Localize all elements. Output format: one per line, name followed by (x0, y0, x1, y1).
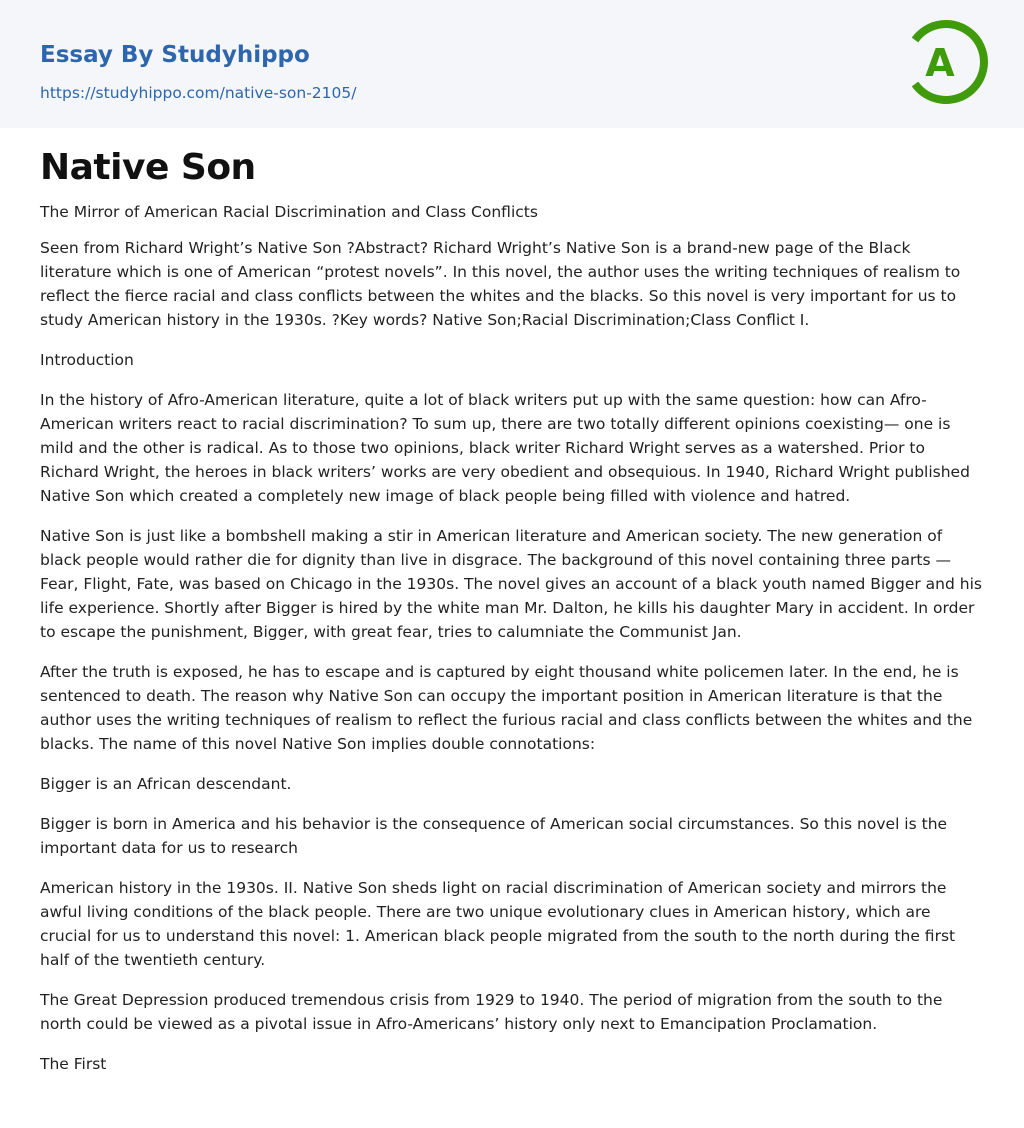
brand-title: Essay By Studyhippo (40, 42, 310, 68)
essay-paragraph: Seen from Richard Wright’s Native Son ?Abstract? Richard Wright’s Native Son is a brand-new page of the Black literature which is one of American “protest novels”. In this novel, the author uses the writing techniques of realism to reflect the fierce racial and class conflicts between the whites and the blacks. So this novel is very important for us to study American history in the 1930s. ?Key words? Native Son;Racial Discrimination;Class Conflict I. (40, 239, 961, 329)
essay-paragraph: Introduction (40, 351, 134, 369)
essay-title: Native Son (40, 147, 256, 188)
essay-paragraph: American history in the 1930s. II. Native Son sheds light on racial discrimination of American society and mirrors the awful living conditions of the black people. There are two unique evolutionary clues in American history, which are crucial for us to understand this novel: 1. American black people migrated from the south to the north during the first half of the twentieth century. (40, 879, 956, 969)
essay-paragraph: Native Son is just like a bombshell making a stir in American literature and American society. The new generation of black people would rather die for dignity than live in disgrace. The background of this novel containing three parts —Fear, Flight, Fate, was based on Chicago in the 1930s. The novel gives an account of a black youth named Bigger and his life experience. Shortly after Bigger is hired by the white man Mr. Dalton, he kills his daughter Mary in accident. In order to escape the punishment, Bigger, with great fear, tries to calumniate the Communist Jan. (40, 527, 982, 641)
essay-paragraph: The First (40, 1055, 107, 1073)
essay-paragraph: Bigger is an African descendant. (40, 775, 292, 793)
essay-paragraph: Bigger is born in America and his behavior is the consequence of American social circumstances. So this novel is the important data for us to research (40, 815, 948, 857)
studyhippo-logo-icon (900, 18, 988, 106)
svg-text:A: A (925, 41, 955, 85)
site-header (0, 0, 1024, 128)
essay-content (0, 146, 1024, 1076)
essay-url-link[interactable]: https://studyhippo.com/native-son-2105/ (40, 84, 357, 102)
essay-paragraph: In the history of Afro-American literature, quite a lot of black writers put up with the same question: how can Afro-American writers react to racial discrimination? To sum up, there are two totally different opinions coexisting— one is mild and the other is radical. As to those two opinions, black writer Richard Wright serves as a watershed. Prior to Richard Wright, the heroes in black writers’ works are very obedient and obsequious. In 1940, Richard Wright published Native Son which created a completely new image of black people being filled with violence and hatred. (40, 391, 970, 505)
essay-paragraph: After the truth is exposed, he has to escape and is captured by eight thousand white policemen later. In the end, he is sentenced to death. The reason why Native Son can occupy the important position in American literature is that the author uses the writing techniques of realism to reflect the furious racial and class conflicts between the whites and the blacks. The name of this novel Native Son implies double connotations: (40, 663, 973, 753)
essay-paragraph: The Great Depression produced tremendous crisis from 1929 to 1940. The period of migration from the south to the north could be viewed as a pivotal issue in Afro-Americans’ history only next to Emancipation Proclamation. (40, 991, 943, 1033)
essay-subtitle: The Mirror of American Racial Discrimination and Class Conflicts (40, 203, 538, 221)
